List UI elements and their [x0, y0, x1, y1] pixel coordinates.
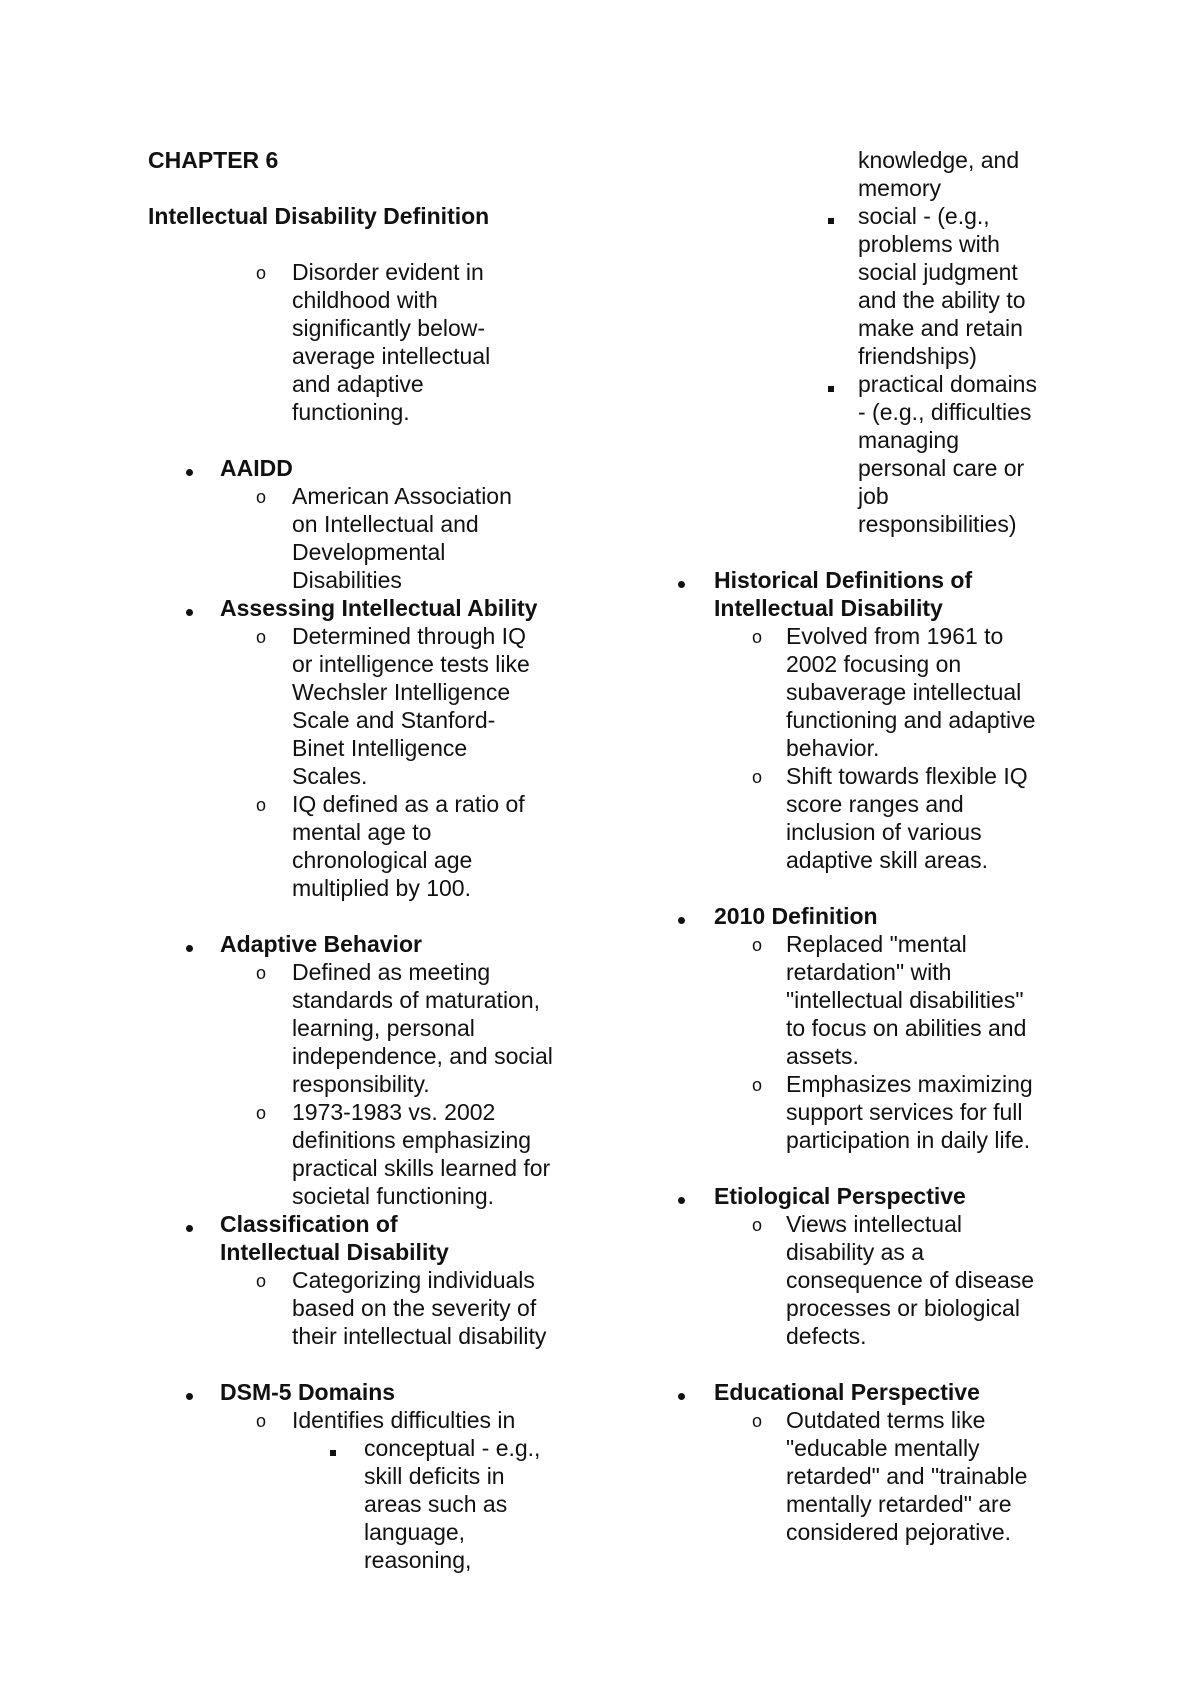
list-item: o Shift towards flexible IQ score ranges and inclusion of various adaptive skill areas.	[752, 763, 1028, 873]
square-bullet-icon	[330, 1450, 336, 1456]
bullet-icon	[678, 1197, 685, 1204]
circle-bullet-icon: o	[256, 1271, 267, 1291]
list-item: o Determined through IQ or intelligence tests like Wechsler Intelligence Scale and Stanford-Binet Intelligence Scales.	[256, 623, 530, 789]
bullet-icon	[186, 945, 193, 952]
circle-bullet-icon: o	[256, 263, 267, 283]
historical-heading: Historical Definitions of Intellectual Disability	[660, 566, 994, 622]
intro-text: Disorder evident in childhood with significantly below-average intellectual and adaptive functioning.	[292, 259, 491, 425]
square-bullet-icon	[828, 218, 834, 224]
circle-bullet-icon: o	[752, 935, 763, 955]
circle-bullet-icon: o	[752, 1075, 763, 1095]
list-item: o Outdated terms like "educable mentally retarded" and "trainable mentally retarded" are considered pejorative.	[752, 1407, 1028, 1545]
square-bullet-icon	[828, 386, 834, 392]
circle-bullet-icon: o	[752, 767, 763, 787]
circle-bullet-icon: o	[752, 1411, 763, 1431]
sub-list-item: social - (e.g., problems with social judgment and the ability to make and retain friendships)	[660, 202, 1033, 370]
list-item: o Evolved from 1961 to 2002 focusing on subaverage intellectual functioning and adaptive behavior.	[752, 623, 1036, 761]
circle-bullet-icon: o	[256, 795, 267, 815]
bullet-icon	[678, 581, 685, 588]
list-item: o American Association on Intellectual and Developmental Disabilities	[256, 483, 512, 593]
list-item: o Identifies difficulties in	[256, 1407, 516, 1433]
circle-bullet-icon: o	[752, 1215, 763, 1235]
left-column	[148, 146, 578, 1574]
etiological-heading: Etiological Perspective	[660, 1182, 1060, 1210]
list-item: o 1973-1983 vs. 2002 definitions emphasizing practical skills learned for societal functioning.	[256, 1099, 551, 1209]
section-title: Intellectual Disability Definition	[148, 203, 490, 229]
bullet-icon	[186, 469, 193, 476]
sub-list-item: conceptual - e.g., skill deficits in areas such as language, reasoning,	[148, 1434, 549, 1574]
circle-bullet-icon: o	[256, 487, 267, 507]
intro-item	[148, 258, 522, 426]
def2010-heading: 2010 Definition	[660, 902, 1060, 930]
sub-list-item: practical domains - (e.g., difficulties managing personal care or job responsibilities)	[660, 370, 1043, 538]
bullet-icon	[678, 917, 685, 924]
circle-bullet-icon: o	[256, 963, 267, 983]
circle-bullet-icon: o	[256, 1411, 267, 1431]
list-item: o Views intellectual disability as a consequence of disease processes or biological defects.	[752, 1211, 1035, 1349]
list-item: o Replaced "mental retardation" with "intellectual disabilities" to focus on abilities and assets.	[752, 931, 1027, 1069]
list-item: o Categorizing individuals based on the severity of their intellectual disability	[256, 1267, 547, 1349]
assessing-heading: Assessing Intellectual Ability	[148, 594, 578, 622]
list-item: o Emphasizes maximizing support services for full participation in daily life.	[752, 1071, 1033, 1153]
classification-heading: Classification of Intellectual Disability	[148, 1210, 520, 1266]
educational-heading: Educational Perspective	[660, 1378, 1060, 1406]
bullet-icon	[186, 609, 193, 616]
bullet-icon	[186, 1225, 193, 1232]
dsm-continued-text: knowledge, and memory	[858, 147, 1020, 201]
chapter-heading: CHAPTER 6	[148, 147, 279, 173]
adaptive-heading: Adaptive Behavior	[148, 930, 578, 958]
dsm-heading: DSM-5 Domains	[148, 1378, 578, 1406]
circle-bullet-icon: o	[256, 627, 267, 647]
right-column	[660, 146, 1060, 1546]
circle-bullet-icon: o	[752, 627, 763, 647]
aaidd-heading: AAIDD	[148, 454, 578, 482]
list-item: o IQ defined as a ratio of mental age to chronological age multiplied by 100.	[256, 791, 525, 901]
circle-bullet-icon: o	[256, 1103, 267, 1123]
bullet-icon	[186, 1393, 193, 1400]
bullet-icon	[678, 1393, 685, 1400]
list-item: o Defined as meeting standards of maturation, learning, personal independence, and social responsibility.	[256, 959, 553, 1097]
